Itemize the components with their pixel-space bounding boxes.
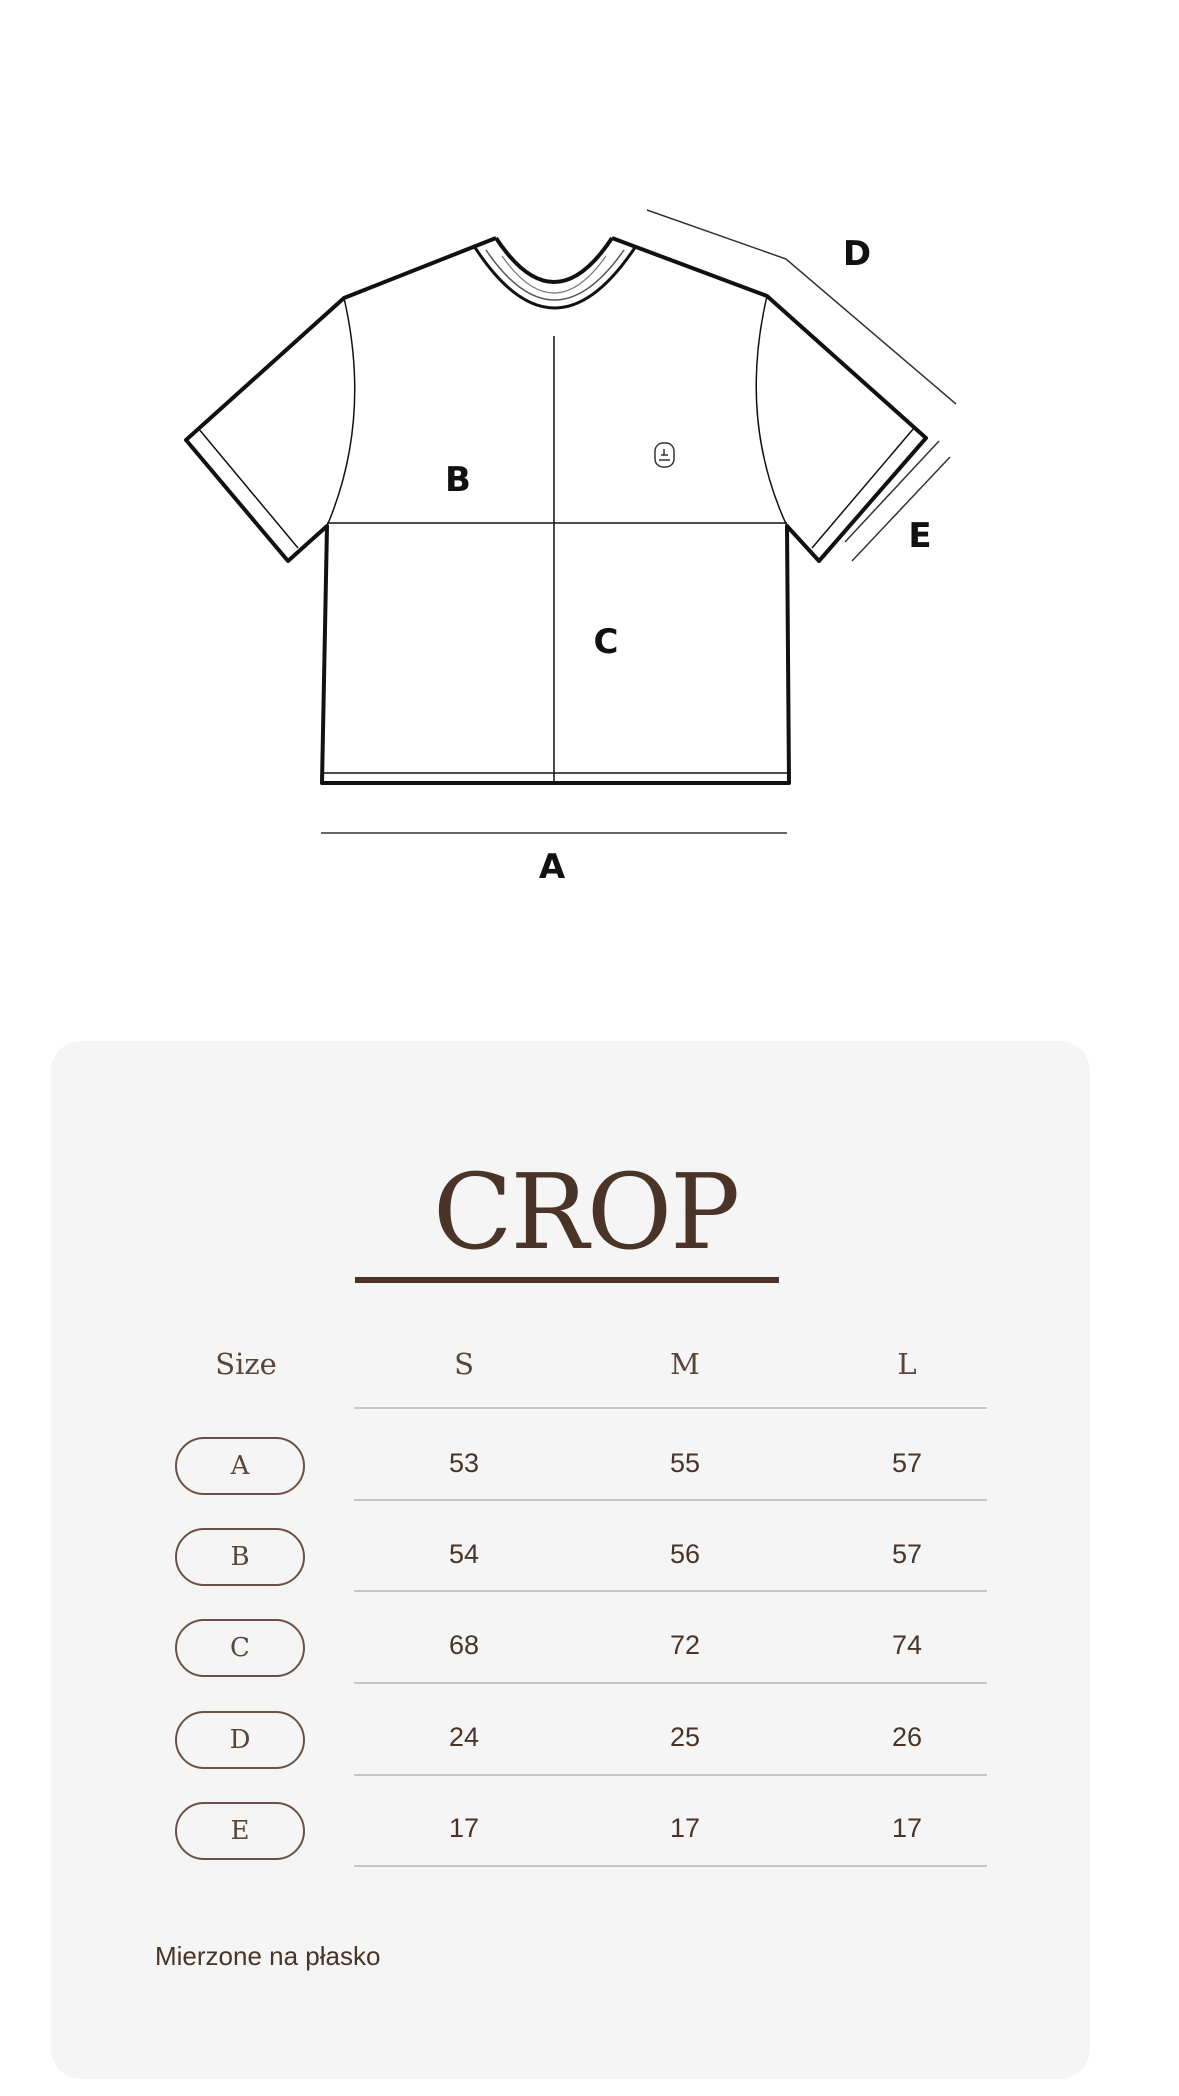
column-header-size: Size bbox=[215, 1347, 277, 1381]
table-cell: 54 bbox=[448, 1539, 480, 1569]
table-cell: 26 bbox=[891, 1722, 923, 1752]
row-divider bbox=[354, 1865, 987, 1867]
dimension-lines bbox=[321, 210, 956, 833]
table-cell: 24 bbox=[448, 1722, 480, 1752]
column-header-s: S bbox=[454, 1347, 474, 1381]
label-a: A bbox=[538, 847, 566, 887]
row-divider bbox=[354, 1774, 987, 1776]
chart-title: CROP bbox=[432, 1151, 739, 1273]
table-cell: 56 bbox=[669, 1539, 701, 1569]
label-c: C bbox=[593, 622, 619, 662]
table-cell: 74 bbox=[891, 1630, 923, 1660]
row-label-pill: B bbox=[175, 1528, 305, 1586]
measurement-note: Mierzone na płasko bbox=[155, 1941, 381, 1971]
label-b: B bbox=[445, 460, 471, 500]
tshirt-outline bbox=[186, 238, 926, 783]
table-cell: 17 bbox=[669, 1813, 701, 1843]
size-chart-card bbox=[51, 1041, 1090, 2079]
row-label-pill: E bbox=[175, 1802, 305, 1860]
tshirt-measurement-diagram bbox=[0, 0, 1179, 920]
chest-logo-icon bbox=[655, 443, 674, 467]
table-cell: 57 bbox=[891, 1448, 923, 1478]
table-cell: 53 bbox=[448, 1448, 480, 1478]
row-divider bbox=[354, 1590, 987, 1592]
table-cell: 17 bbox=[891, 1813, 923, 1843]
table-cell: 17 bbox=[448, 1813, 480, 1843]
table-cell: 72 bbox=[669, 1630, 701, 1660]
table-cell: 55 bbox=[669, 1448, 701, 1478]
row-label-pill: A bbox=[175, 1437, 305, 1495]
table-cell: 57 bbox=[891, 1539, 923, 1569]
row-divider bbox=[354, 1682, 987, 1684]
table-cell: 68 bbox=[448, 1630, 480, 1660]
header-divider bbox=[354, 1407, 987, 1409]
row-label-pill: C bbox=[175, 1619, 305, 1677]
label-d: D bbox=[842, 234, 872, 274]
column-header-l: L bbox=[897, 1347, 917, 1381]
row-divider bbox=[354, 1499, 987, 1501]
column-header-m: M bbox=[670, 1347, 700, 1381]
label-e: E bbox=[908, 516, 932, 556]
title-underline bbox=[355, 1277, 779, 1283]
row-label-pill: D bbox=[175, 1711, 305, 1769]
table-cell: 25 bbox=[669, 1722, 701, 1752]
